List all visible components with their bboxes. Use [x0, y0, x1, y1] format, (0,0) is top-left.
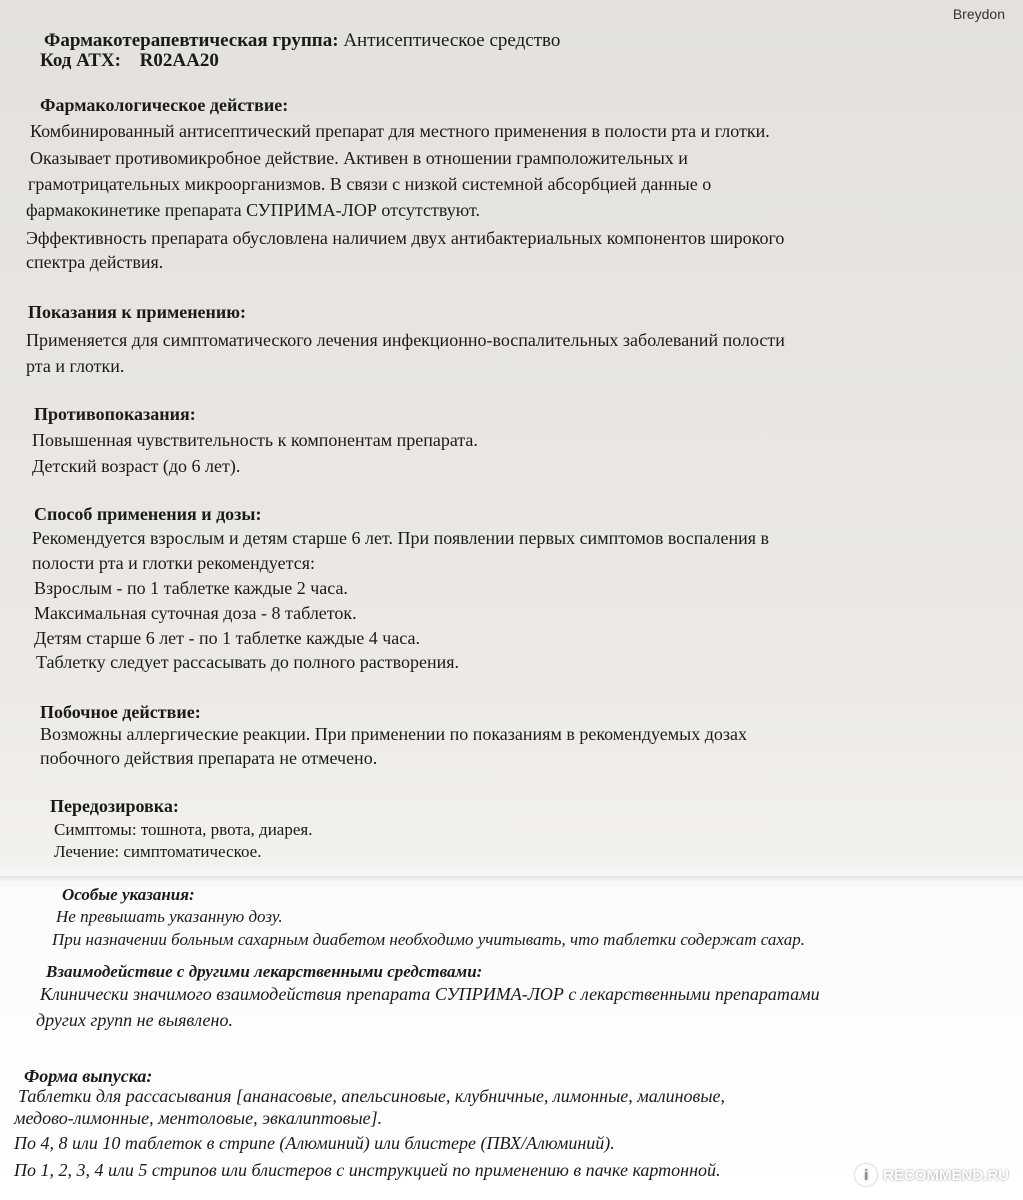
- section-title-pharmacological-action: Фармакологическое действие:: [40, 95, 289, 115]
- section-line: При назначении больным сахарным диабетом необходимо учитывать, что таблетки содержат сахар.: [52, 930, 805, 949]
- section-title-contraindications: Противопоказания:: [34, 404, 196, 424]
- section-line: Симптомы: тошнота, рвота, диарея.: [54, 820, 313, 839]
- section-line: Повышенная чувствительность к компонентам препарата.: [32, 430, 478, 450]
- section-line: Комбинированный антисептический препарат для местного применения в полости рта и глотки.: [30, 121, 770, 141]
- section-line: Детям старше 6 лет - по 1 таблетке каждые 4 часа.: [34, 628, 420, 648]
- section-line: полости рта и глотки рекомендуется:: [32, 553, 315, 573]
- section-line: Максимальная суточная доза - 8 таблеток.: [34, 603, 357, 623]
- section-title-interactions: Взаимодействие с другими лекарственными средствами:: [46, 962, 483, 981]
- recommend-logo-icon: i: [855, 1164, 877, 1186]
- section-title-overdose: Передозировка:: [50, 796, 179, 816]
- section-line: По 4, 8 или 10 таблеток в стрипе (Алюминий) или блистере (ПВХ/Алюминий).: [14, 1133, 615, 1153]
- section-line: Клинически значимого взаимодействия препарата СУПРИМА-ЛОР с лекарственными препаратами: [40, 984, 820, 1004]
- watermark-text: RECOMMEND.RU: [883, 1166, 1009, 1184]
- section-line: Таблетку следует рассасывать до полного растворения.: [36, 652, 460, 672]
- section-line: медово-лимонные, ментоловые, эвкалиптовые].: [14, 1108, 383, 1128]
- atx-label: Код АТХ:: [40, 50, 121, 71]
- section-title-indications: Показания к применению:: [28, 302, 247, 322]
- section-line: спектра действия.: [26, 252, 164, 272]
- section-title-dosage: Способ применения и дозы:: [34, 504, 262, 524]
- section-title-side-effects: Побочное действие:: [40, 702, 201, 722]
- author-name: Breydon: [952, 6, 1005, 22]
- section-line: других групп не выявлено.: [36, 1010, 233, 1030]
- section-line: Взрослым - по 1 таблетке каждые 2 часа.: [34, 578, 348, 598]
- pharm-group-label: Фармакотерапевтическая группа:: [44, 30, 339, 51]
- section-title-special-notes: Особые указания:: [62, 885, 195, 904]
- pharm-group-line: [44, 30, 560, 52]
- section-line: грамотрицательных микроорганизмов. В связи с низкой системной абсорбцией данные о: [28, 174, 712, 194]
- section-line: Эффективность препарата обусловлена наличием двух антибактериальных компонентов широкого: [26, 228, 785, 248]
- section-line: Не превышать указанную дозу.: [56, 907, 283, 926]
- section-line: Возможны аллергические реакции. При применении по показаниям в рекомендуемых дозах: [40, 724, 747, 744]
- section-line: Рекомендуется взрослым и детям старше 6 лет. При появлении первых симптомов воспаления в: [32, 528, 769, 548]
- section-line: По 1, 2, 3, 4 или 5 стрипов или блистеров с инструкцией по применению в пачке картонной.: [14, 1160, 721, 1180]
- atx-code: R02AA20: [139, 50, 219, 71]
- section-line: рта и глотки.: [26, 356, 125, 376]
- section-line: Оказывает противомикробное действие. Активен в отношении грамположительных и: [30, 148, 688, 168]
- section-line: Применяется для симптоматического лечения инфекционно-воспалительных заболеваний полости: [26, 330, 785, 350]
- section-line: Лечение: симптоматическое.: [54, 842, 262, 861]
- section-line: побочного действия препарата не отмечено.: [40, 748, 378, 768]
- section-line: фармакокинетике препарата СУПРИМА-ЛОР отсутствуют.: [26, 200, 480, 220]
- atx-line: [40, 50, 219, 72]
- section-line: Детский возраст (до 6 лет).: [32, 456, 241, 476]
- section-title-release-form: Форма выпуска:: [24, 1066, 153, 1086]
- pharm-group-value: Антисептическое средство: [343, 30, 561, 51]
- recommend-watermark: [855, 1164, 1009, 1186]
- section-line: Таблетки для рассасывания [ананасовые, апельсиновые, клубничные, лимонные, малиновые,: [18, 1086, 726, 1106]
